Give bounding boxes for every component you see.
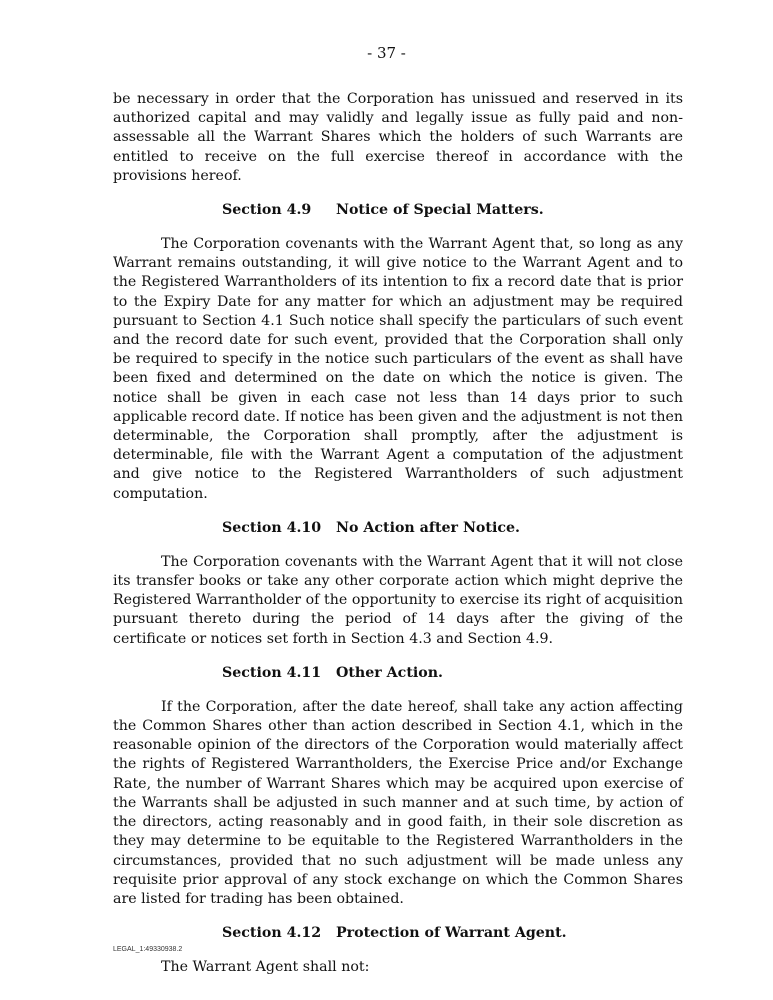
section-number: Section 4.12 [222,925,322,942]
section-number: Section 4.10 [222,519,322,536]
section-number: Section 4.9 [222,202,312,219]
section-title: No Action after Notice. [336,519,520,536]
footer-document-reference: LEGAL_1:49330938.2 [113,946,183,953]
document-body [113,90,683,977]
section-paragraph-4-11: If the Corporation, after the date hereof, shall take any action affecting the Common Shares other than action described in Section 4.1, which in the reasonable opinion of the directors of the Corporation would materially affect the rights of Registered Warrantholders, the Exercise Price and/or Exchange Rate, the number of Warrant Shares which may be acquired upon exercise of the Warrants shall be adjusted in such manner and at such time, by action of the directors, acting reasonably and in good faith, in their sole discretion as they may determine to be equitable to the Registered Warrantholders in the circumstances, provided that no such adjustment will be made unless any requisite prior approval of any stock exchange on which the Common Shares are listed for trading has been obtained. [113,698,683,907]
section-title: Protection of Warrant Agent. [336,925,567,942]
section-heading-4-9 [113,201,683,220]
intro-paragraph: be necessary in order that the Corporation has unissued and reserved in its authorized capital and may validly and legally issue as fully paid and non-assessable all the Warrant Shares which the holders of such Warrants are entitled to receive on the full exercise thereof in accordance with the provisions hereof. [113,91,683,184]
section-paragraph-4-9: The Corporation covenants with the Warrant Agent that, so long as any Warrant remains outstanding, it will give notice to the Warrant Agent and to the Registered Warrantholders of its intention to fix a record date that is prior to the Expiry Date for any matter for which an adjustment may be required pursuant to Section 4.1 Such notice shall specify the particulars of such event and the record date for such event, provided that the Corporation shall only be required to specify in the notice such particulars of the event as shall have been fixed and determined on the date on which the notice is given. The notice shall be given in each case not less than 14 days prior to such applicable record date. If notice has been given and the adjustment is not then determinable, the Corporation shall promptly, after the adjustment is determinable, file with the Warrant Agent a computation of the adjustment and give notice to the Registered Warrantholders of such adjustment computation. [113,236,683,502]
section-heading-4-12 [113,924,683,943]
section-number: Section 4.11 [222,664,322,681]
page-number: - 37 - [367,44,406,62]
section-title: Other Action. [336,664,443,681]
section-title: Notice of Special Matters. [336,202,544,219]
section-paragraph-4-10: The Corporation covenants with the Warrant Agent that it will not close its transfer books or take any other corporate action which might deprive the Registered Warrantholder of the opportunity to exercise its right of acquisition pursuant thereto during the period of 14 days after the giving of the certificate or notices set forth in Section 4.3 and Section 4.9. [113,553,683,647]
closing-line: The Warrant Agent shall not: [161,959,370,976]
section-heading-4-11 [113,664,683,683]
section-heading-4-10 [113,519,683,538]
